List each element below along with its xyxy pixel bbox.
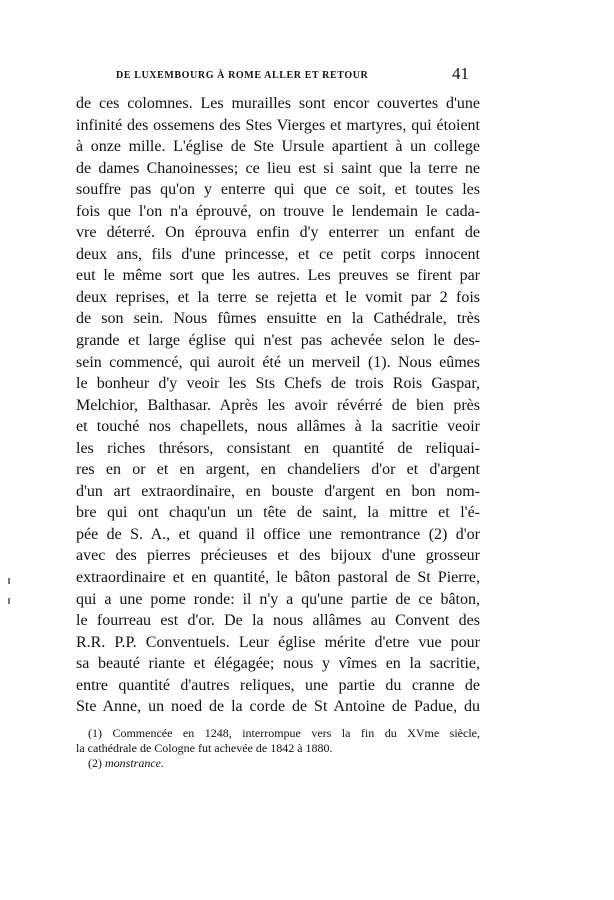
text-line: infinité des ossemens des Stes Vierges et martyres, qui étoient (76, 116, 480, 134)
text-line: deux ans, fils d'une princesse, et ce petit corps innocent (76, 245, 480, 263)
text-line: qui a une pome ronde: il n'y a qu'une partie de ce bâton, (76, 590, 480, 608)
text-line: deux reprises, et la terre se rejetta et le vomit par 2 fois (76, 288, 480, 306)
body-text (76, 93, 480, 718)
text-line: Ste Anne, un noed de la corde de St Antoine de Padue, du (76, 698, 480, 716)
text-line: souffre pas qu'on y enterre qui que ce soit, et toutes les (76, 181, 480, 199)
text-line: eut le même sort que les autres. Les preuves se firent par (76, 267, 480, 285)
text-line: à onze mille. L'église de Ste Ursule apartient à un college (76, 138, 480, 156)
text-line: le bonheur d'y veoir les Sts Chefs de trois Rois Gaspar, (76, 375, 480, 393)
text-line: de son sein. Nous fûmes ensuitte en la Cathédrale, très (76, 310, 480, 328)
text-line: sein commencé, qui auroit été un merveil (1). Nous eûmes (76, 353, 480, 371)
margin-mark (8, 598, 10, 604)
footnotes (76, 726, 480, 771)
text-line: bre qui ont chaqu'un un tête de saint, la mittre et l'é- (76, 504, 480, 522)
text-line: entre quantité d'autres reliques, une partie du cranne de (76, 676, 480, 694)
text-line: de dames Chanoinesses; ce lieu est si saint que la terre ne (76, 159, 480, 177)
text-line: vre déterré. On éprouva enfin d'y enterrer un enfant de (76, 224, 480, 242)
footnote-2-text: monstrance. (105, 756, 164, 770)
text-line: fois que l'on n'a éprouvé, on trouve le lendemain le cada- (76, 202, 480, 220)
text-line: avec des pierres précieuses et des bijoux d'une grosseur (76, 547, 480, 565)
text-line: pée de S. A., et quand il office une remontrance (2) d'or (76, 525, 480, 543)
text-line: grande et large église qui n'est pas achevée selon le des- (76, 332, 480, 350)
footnote-2-label: (2) (88, 756, 105, 770)
text-line: extraordinaire et en quantité, le bâton pastoral de St Pierre, (76, 569, 480, 587)
footnote-1-line-1: (1) Commencée en 1248, interrompue vers la fin du XVme siècle, (88, 726, 480, 740)
text-line: et touché nos chapellets, nous allâmes à la sacritie veoir (76, 418, 480, 436)
footnote-2 (76, 756, 480, 771)
text-line: sa beauté riante et élégagée; nous y vîmes en la sacritie, (76, 655, 480, 673)
text-line: Melchior, Balthasar. Après les avoir révérré de bien près (76, 396, 480, 414)
text-line: le fourreau est d'or. De la nous allâmes au Convent des (76, 612, 480, 630)
running-title: DE LUXEMBOURG À ROME ALLER ET RETOUR (116, 70, 369, 81)
text-line: R.R. P.P. Conventuels. Leur église mérite d'etre vue pour (76, 633, 480, 651)
text-line: de ces colomnes. Les murailles sont encor couvertes d'une (76, 95, 480, 112)
text-line: res en or et en argent, en chandeliers d'or et d'argent (76, 461, 480, 479)
footnote-1-line-2: la cathédrale de Cologne fut achevée de 1842 à 1880. (76, 741, 333, 755)
text-line: d'un art extraordinaire, en bouste d'argent en bon nom- (76, 482, 480, 500)
text-line: les riches thrésors, consistant en quantité de reliquai- (76, 439, 480, 457)
page-number: 41 (452, 64, 469, 83)
margin-mark (8, 578, 10, 584)
